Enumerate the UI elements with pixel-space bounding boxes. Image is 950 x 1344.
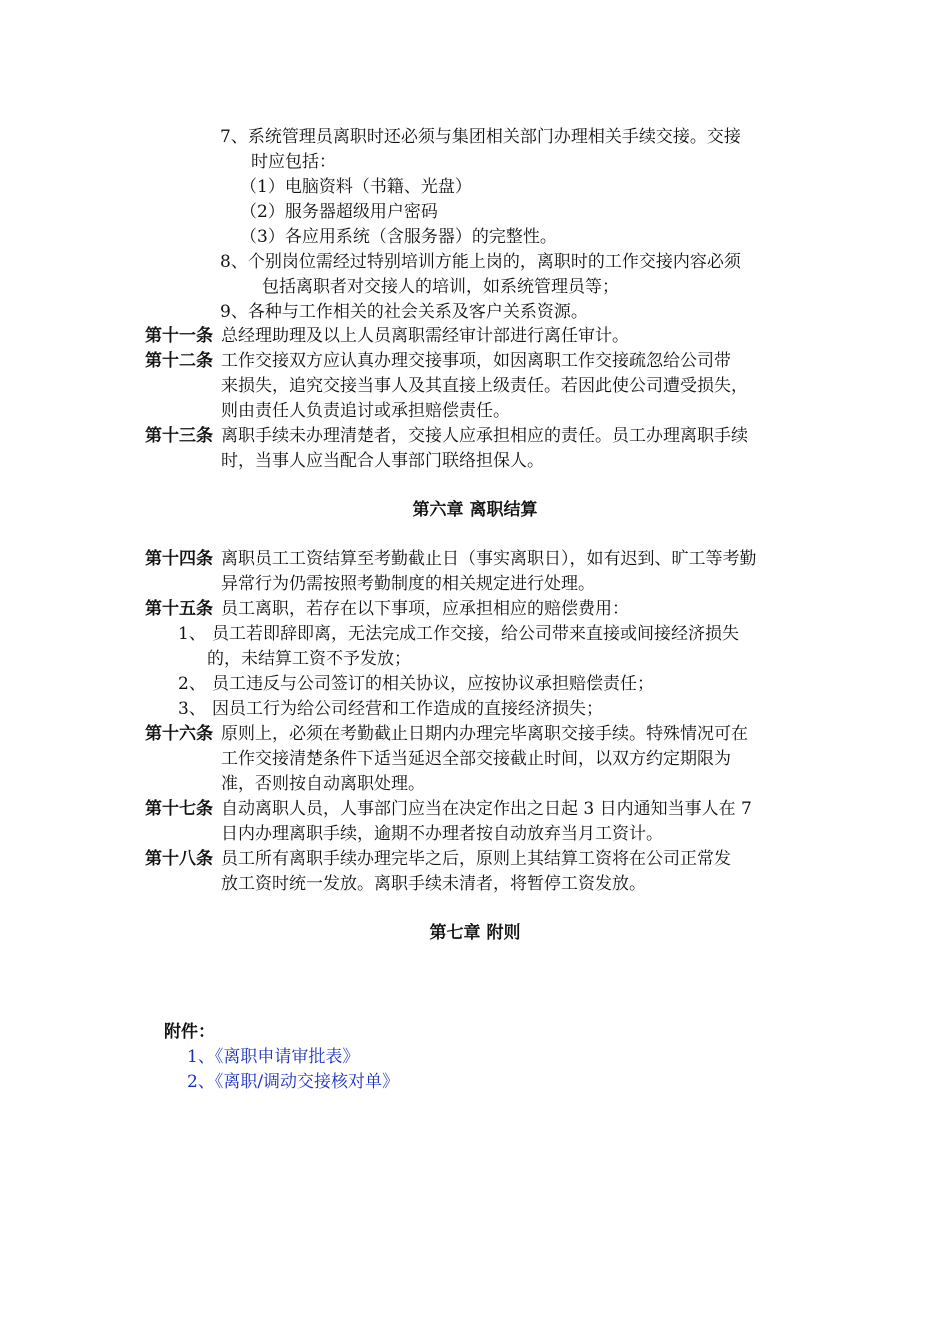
article-14-label: 第十四条 (145, 549, 213, 569)
article-12-text-line2: 来损失，追究交接当事人及其直接上级责任。若因此使公司遭受损失， (221, 376, 748, 396)
attachment-1-num: 1、 (187, 1047, 215, 1067)
article-15-label: 第十五条 (145, 599, 213, 619)
attachment-link-1[interactable] (187, 1045, 359, 1069)
article-16-text-line1: 原则上，必须在考勤截止日期内办理完毕离职交接手续。特殊情况可在 (221, 724, 748, 744)
article-14-text-line1: 离职员工工资结算至考勤截止日（事实离职日），如有迟到、旷工等考勤 (221, 549, 757, 569)
sub15-item-2-text: 员工违反与公司签订的相关协议，应按协议承担赔偿责任； (212, 674, 654, 694)
sub15-item-1-num: 1、 (178, 624, 206, 644)
article-16-text-line2: 工作交接清楚条件下适当延迟全部交接截止时间，以双方约定期限为 (221, 749, 731, 769)
list-item-7-line1: 7、系统管理员离职时还必须与集团相关部门办理相关手续交接。交接 (220, 127, 741, 147)
article-13-text-line1: 离职手续未办理清楚者，交接人应承担相应的责任。员工办理离职手续 (221, 426, 748, 446)
chapter-6-heading: 第六章 离职结算 (412, 500, 538, 520)
article-17-label: 第十七条 (145, 799, 213, 819)
sub15-item-3-num: 3、 (178, 699, 206, 719)
attachment-link-2[interactable] (187, 1070, 399, 1094)
article-11-label: 第十一条 (145, 326, 213, 346)
sub15-item-2-num: 2、 (178, 674, 206, 694)
article-12-text-line1: 工作交接双方应认真办理交接事项，如因离职工作交接疏忽给公司带 (221, 351, 731, 371)
chapter-7-heading: 第七章 附则 (429, 923, 521, 943)
article-17-text-line1: 自动离职人员，人事部门应当在决定作出之日起 3 日内通知当事人在 7 (221, 799, 752, 819)
article-15-text: 员工离职，若存在以下事项，应承担相应的赔偿费用： (221, 599, 629, 619)
attachment-2-num: 2、 (187, 1072, 215, 1092)
list-item-sub-1: （1）电脑资料（书籍、光盘） (240, 177, 472, 197)
article-14-text-line2: 异常行为仍需按照考勤制度的相关规定进行处理。 (221, 574, 595, 594)
list-item-sub-2: （2）服务器超级用户密码 (240, 202, 438, 222)
article-17-text-line2: 日内办理离职手续，逾期不办理者按自动放弃当月工资计。 (221, 824, 663, 844)
article-12-text-line3: 则由责任人负责追讨或承担赔偿责任。 (221, 401, 510, 421)
article-13-text-line2: 时，当事人应当配合人事部门联络担保人。 (221, 451, 544, 471)
list-item-9: 9、各种与工作相关的社会关系及客户关系资源。 (220, 302, 588, 322)
article-16-text-line3: 准，否则按自动离职处理。 (221, 774, 425, 794)
article-18-text-line1: 员工所有离职手续办理完毕之后，原则上其结算工资将在公司正常发 (221, 849, 731, 869)
sub15-item-1-line2: 的，未结算工资不予发放； (207, 649, 411, 669)
article-13-label: 第十三条 (145, 426, 213, 446)
article-11-text: 总经理助理及以上人员离职需经审计部进行离任审计。 (221, 326, 629, 346)
article-12-label: 第十二条 (145, 351, 213, 371)
article-18-text-line2: 放工资时统一发放。离职手续未清者，将暂停工资发放。 (221, 874, 646, 894)
list-item-8-line1: 8、个别岗位需经过特别培训方能上岗的，离职时的工作交接内容必须 (220, 252, 741, 272)
attachment-1-text: 《离职申请审批表》 (214, 1047, 360, 1067)
list-item-7-line2: 时应包括： (251, 152, 336, 172)
attachments-title: 附件： (164, 1022, 215, 1042)
article-16-label: 第十六条 (145, 724, 213, 744)
sub15-item-1-line1: 员工若即辞即离，无法完成工作交接，给公司带来直接或间接经济损失 (212, 624, 739, 644)
attachment-2-text: 《离职/调动交接核对单》 (214, 1072, 400, 1092)
sub15-item-3-text: 因员工行为给公司经营和工作造成的直接经济损失； (212, 699, 603, 719)
article-18-label: 第十八条 (145, 849, 213, 869)
list-item-sub-3: （3）各应用系统（含服务器）的完整性。 (240, 227, 557, 247)
list-item-8-line2: 包括离职者对交接人的培训，如系统管理员等； (262, 277, 619, 297)
